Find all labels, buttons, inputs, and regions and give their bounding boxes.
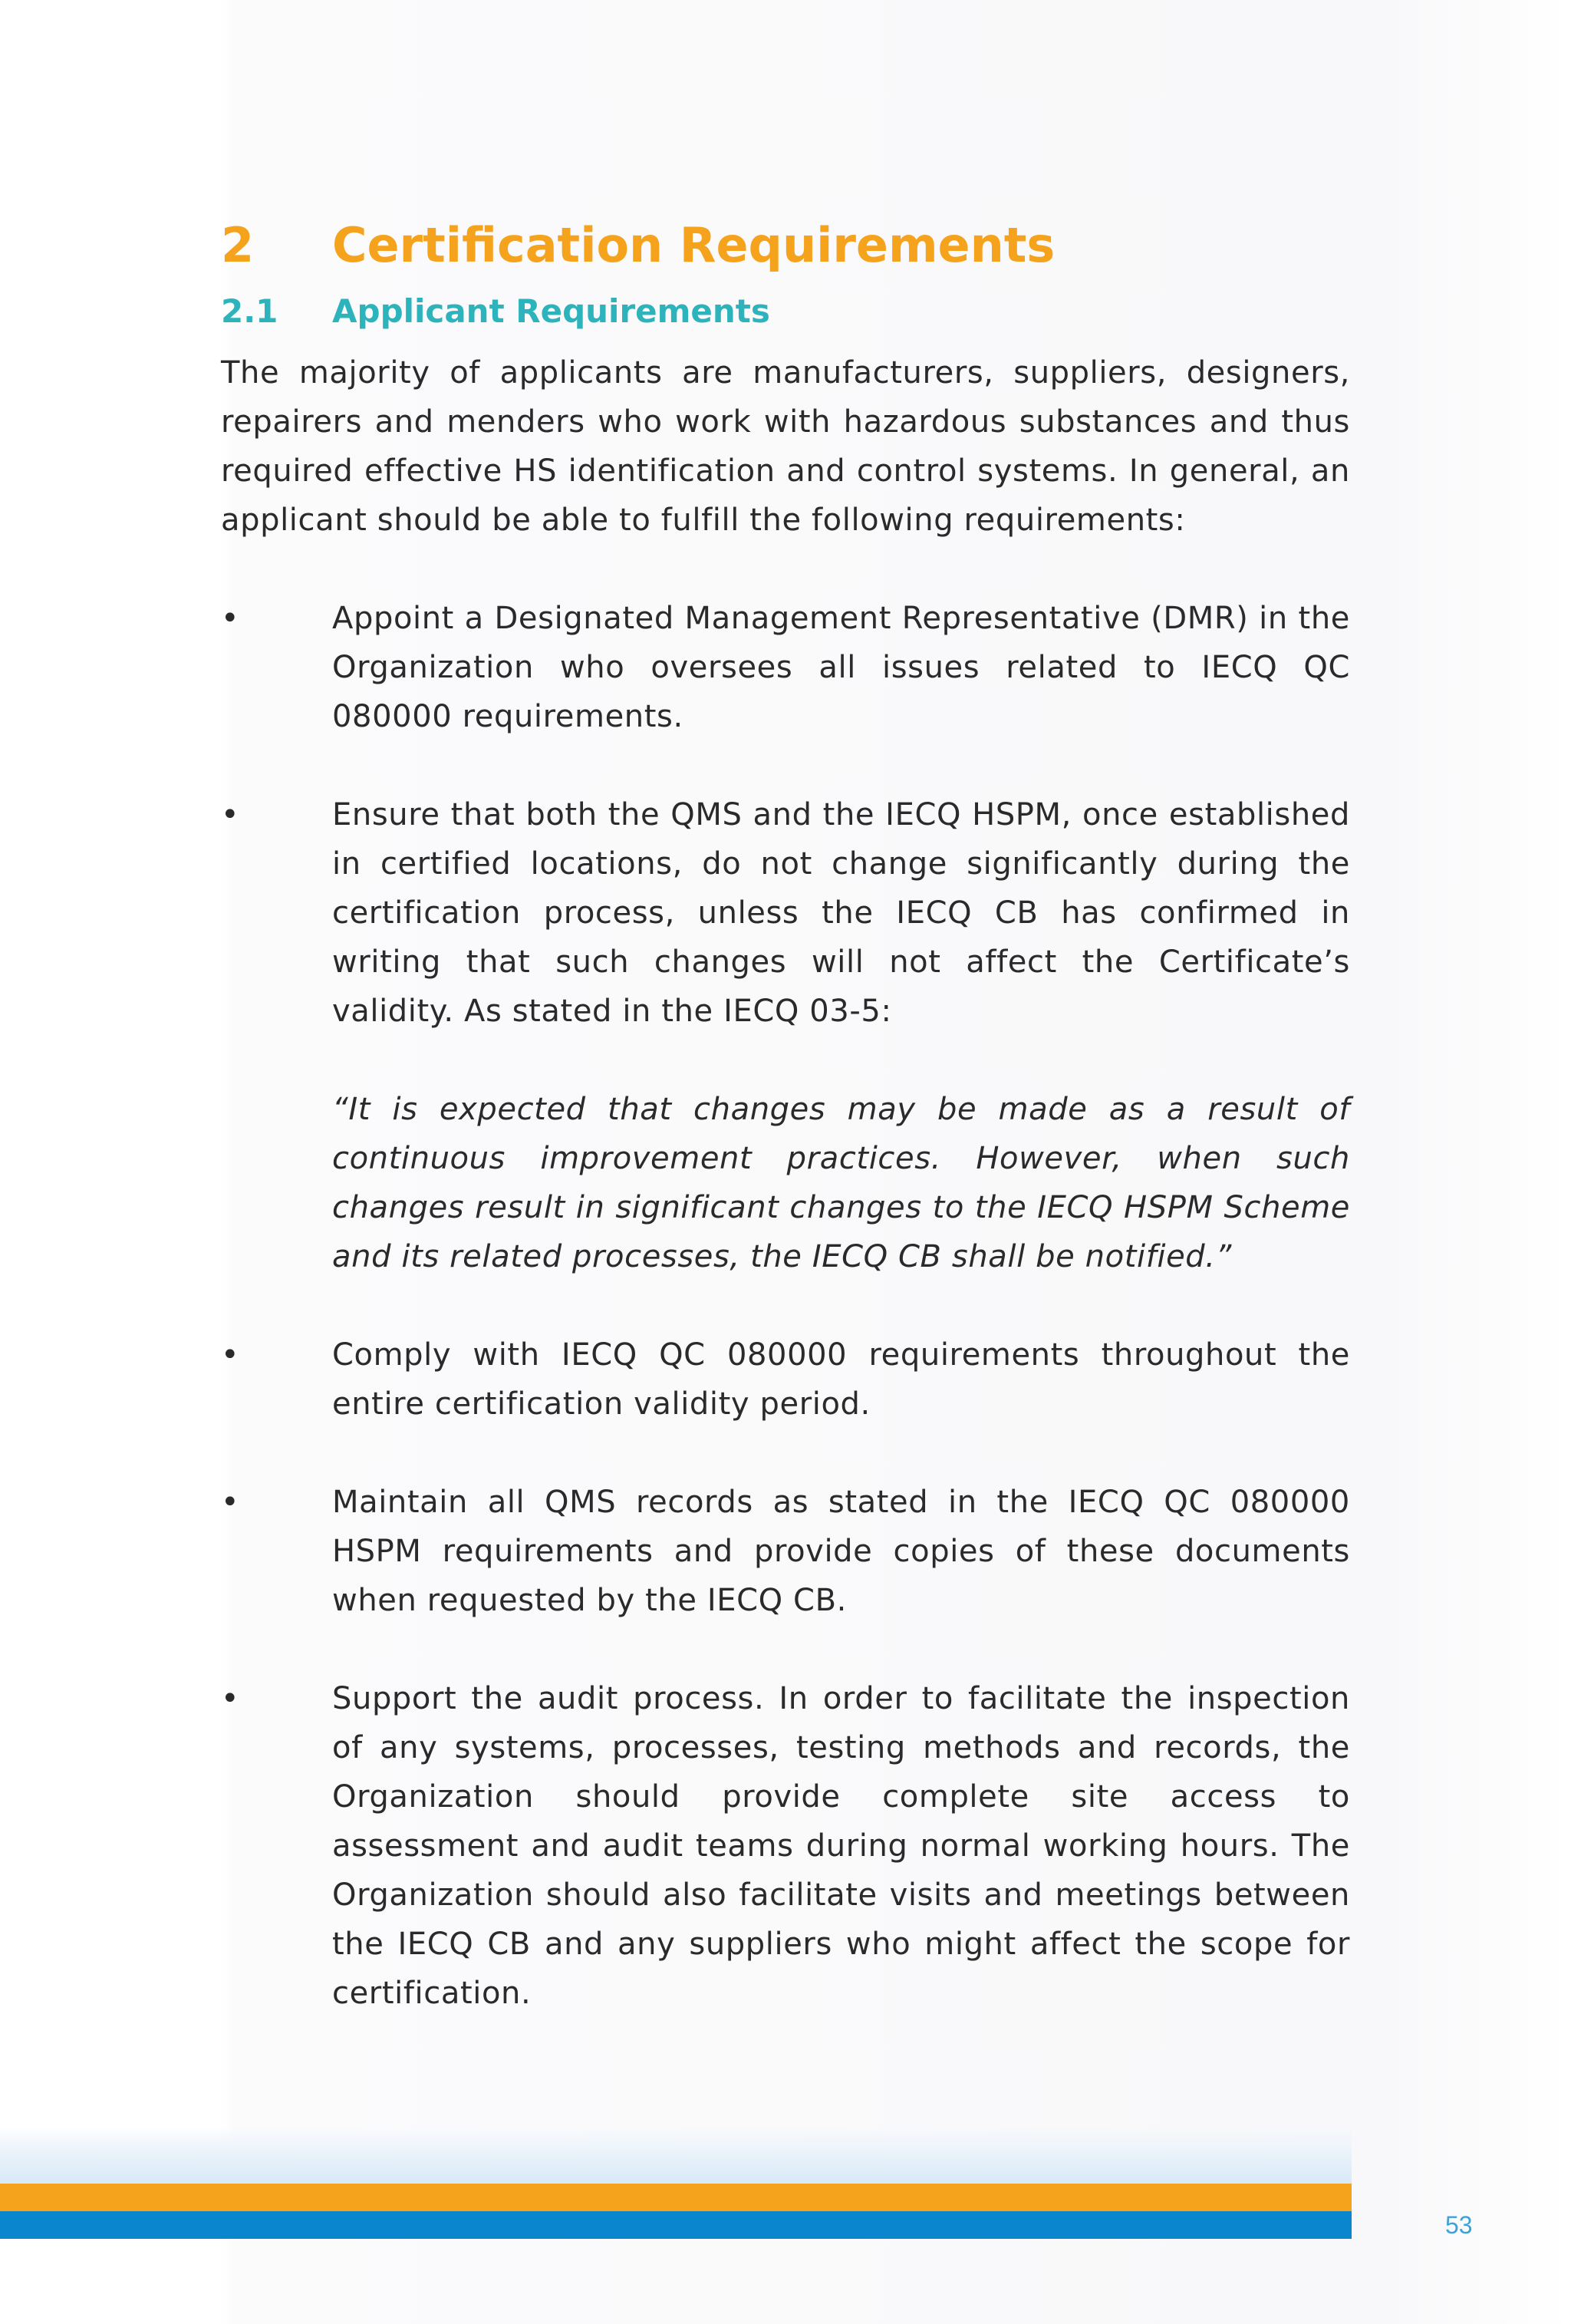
bullet-icon: • [221, 601, 240, 636]
requirements-list [221, 594, 1350, 2018]
bullet-icon: • [221, 1337, 240, 1373]
requirement-quote: “It is expected that changes may be made as a result of continuous improvement practices. However, when such changes result in significant changes to the IECQ HSPM Scheme and its related processes, the IECQ CB shall be notified.” [332, 1092, 1350, 1274]
intro-paragraph: The majority of applicants are manufacturers, suppliers, designers, repairers and menders who work with hazardous substances and thus required effective HS identification and control systems. In general, an applicant should be able to fulfill the following requirements: [221, 355, 1350, 538]
bullet-icon: • [221, 797, 240, 832]
main-content [221, 216, 1350, 2067]
section-number: 2 [221, 217, 255, 273]
subsection-number: 2.1 [221, 292, 278, 330]
section-heading [221, 216, 1350, 275]
subsection-title: Applicant Requirements [332, 292, 770, 330]
requirement-text: Comply with IECQ QC 080000 requirements throughout the entire certification validity period. [332, 1337, 1350, 1422]
page-number: 53 [1445, 2211, 1473, 2239]
bullet-icon: • [221, 1485, 240, 1520]
requirement-item-3 [221, 1330, 1350, 1429]
section-title: Certification Requirements [332, 217, 1056, 273]
requirement-item-1 [221, 594, 1350, 741]
requirement-text: Support the audit process. In order to facilitate the inspection of any systems, processes, testing methods and records, the Organization should provide complete site access to assessment and audit teams during normal working hours. The Organization should also facilitate visits and meetings between the IECQ CB and any suppliers who might affect the scope for certification. [332, 1681, 1350, 2011]
bullet-icon: • [221, 1681, 240, 1716]
footer-blue-bar [0, 2211, 1352, 2239]
requirement-text: Maintain all QMS records as stated in the IECQ QC 080000 HSPM requirements and provide copies of these documents when requested by the IECQ CB. [332, 1485, 1350, 1618]
footer-fade [0, 2127, 1352, 2184]
subsection-heading [221, 290, 1350, 333]
requirement-item-5 [221, 1674, 1350, 2018]
requirement-item-2 [221, 790, 1350, 1281]
requirement-item-4 [221, 1478, 1350, 1625]
footer-orange-bar [0, 2184, 1352, 2211]
requirement-text: Ensure that both the QMS and the IECQ HSPM, once established in certified locations, do not change significantly during the certification process, unless the IECQ CB has confirmed in writing that such changes will not affect the Certificate’s validity. As stated in the IECQ 03-5: [332, 797, 1350, 1029]
requirement-text: Appoint a Designated Management Representative (DMR) in the Organization who oversees all issues related to IECQ QC 080000 requirements. [332, 601, 1350, 734]
